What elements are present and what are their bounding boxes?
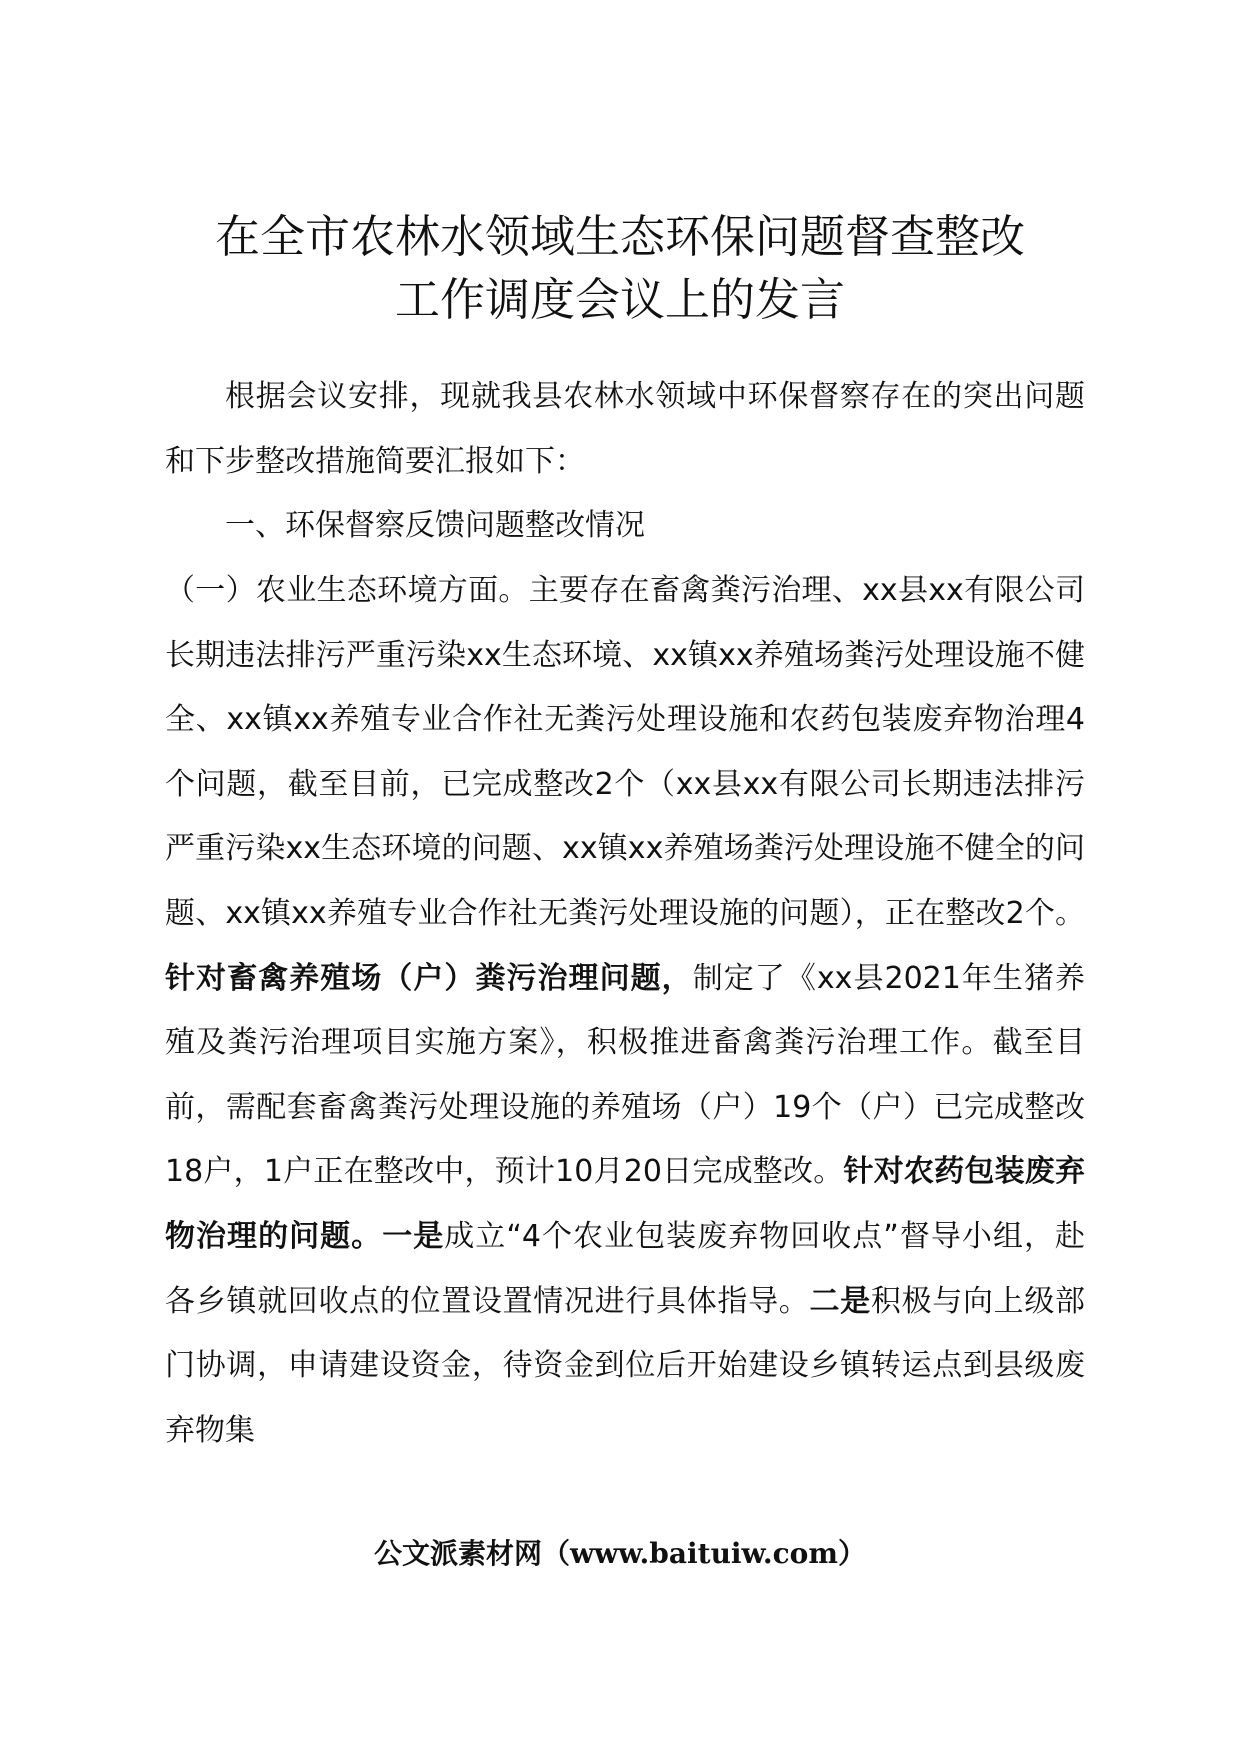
body-text-1: （一）农业生态环境方面。主要存在畜禽粪污治理、xx县xx有限公司长期违法排污严重污染xx生态环境、xx镇xx养殖场粪污处理设施不健全、xx镇xx养殖专业合作社无粪污处理设施和农药包装废弃物治理4个问题，截至目前，已完成整改2个（xx县xx有限公司长期违法排污严重污染xx生态环境的问题、xx镇xx养殖场粪污处理设施不健全的问题、xx镇xx养殖专业合作社无粪污处理设施的问题），正在整改2个。: [165, 573, 1085, 931]
body-text-4: 积极与向上级部门协调，申请建设资金，待资金到位后开始建设乡镇转运点到县级废弃物集: [165, 1283, 1086, 1448]
body-bold-3: 二是: [809, 1283, 871, 1319]
body-text-2: 制定了《xx县2021年生猪养殖及粪污治理项目实施方案》，积极推进畜禽粪污治理工作。截至目前，需配套畜禽粪污处理设施的养殖场（户）19个（户）已完成整改18户，1户正在整改中，预计10月20日完成整改。: [165, 960, 1085, 1190]
body-bold-1: 针对畜禽养殖场（户）粪污治理问题，: [165, 960, 693, 996]
title-line-2: 工作调度会议上的发言: [394, 273, 845, 326]
body-bold-2: 针对农药包装废弃物治理的问题。一是: [165, 1154, 1086, 1254]
body-paragraph: [165, 559, 1085, 1463]
intro-paragraph: 根据会议安排，现就我县农林水领域中环保督察存在的突出问题和下步整改措施简要汇报如下：: [165, 379, 1085, 479]
body-text-3: 成立“4个农业包装废弃物回收点”督导小组，赴各乡镇就回收点的位置设置情况进行具体指导。: [165, 1218, 1086, 1319]
footer-watermark: 公文派素材网（www.baituiw.com）: [374, 1537, 866, 1570]
title-line-1: 在全市农林水领域生态环保问题督查整改: [214, 210, 1025, 263]
section-heading: 一、环保督察反馈问题整改情况: [225, 508, 645, 543]
